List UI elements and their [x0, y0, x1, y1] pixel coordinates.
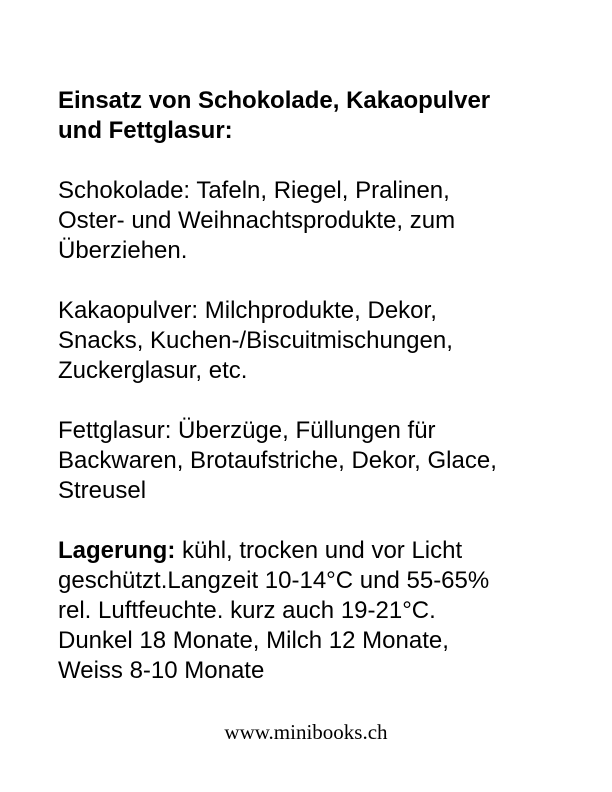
footer-url: www.minibooks.ch: [224, 720, 388, 744]
kakaopulver-line-1: Kakaopulver: Milchprodukte, Dekor,: [58, 297, 437, 324]
paragraph-fettglasur: [58, 416, 568, 506]
fettglasur-line-2: Backwaren, Brotaufstriche, Dekor, Glace,: [58, 447, 497, 474]
lagerung-line-3: rel. Luftfeuchte. kurz auch 19-21°C.: [58, 597, 436, 624]
schokolade-line-1: Schokolade: Tafeln, Riegel, Pralinen,: [58, 177, 450, 204]
schokolade-line-2: Oster- und Weihnachtsprodukte, zum: [58, 207, 456, 234]
lagerung-line-2: geschützt.Langzeit 10-14°C und 55-65%: [58, 567, 490, 594]
lagerung-line-1-text: kühl, trocken und vor Licht: [175, 537, 463, 564]
lagerung-label: Lagerung:: [58, 537, 176, 564]
kakaopulver-line-2: Snacks, Kuchen-/Biscuitmischungen,: [58, 327, 453, 354]
lagerung-line-5: Weiss 8-10 Monate: [58, 657, 265, 684]
section-heading: [58, 86, 568, 146]
lagerung-line-4: Dunkel 18 Monate, Milch 12 Monate,: [58, 627, 449, 654]
heading-line-1: Einsatz von Schokolade, Kakaopulver: [58, 87, 491, 114]
heading-line-2: und Fettglasur:: [58, 117, 233, 144]
fettglasur-line-1: Fettglasur: Überzüge, Füllungen für: [58, 417, 436, 444]
lagerung-line-1: [58, 536, 568, 566]
document-body: [58, 86, 568, 716]
fettglasur-line-3: Streusel: [58, 477, 147, 504]
paragraph-schokolade: [58, 176, 568, 266]
paragraph-kakaopulver: [58, 296, 568, 386]
kakaopulver-line-3: Zuckerglasur, etc.: [58, 357, 248, 384]
schokolade-line-3: Überziehen.: [58, 237, 188, 264]
paragraph-lagerung: [58, 536, 568, 686]
